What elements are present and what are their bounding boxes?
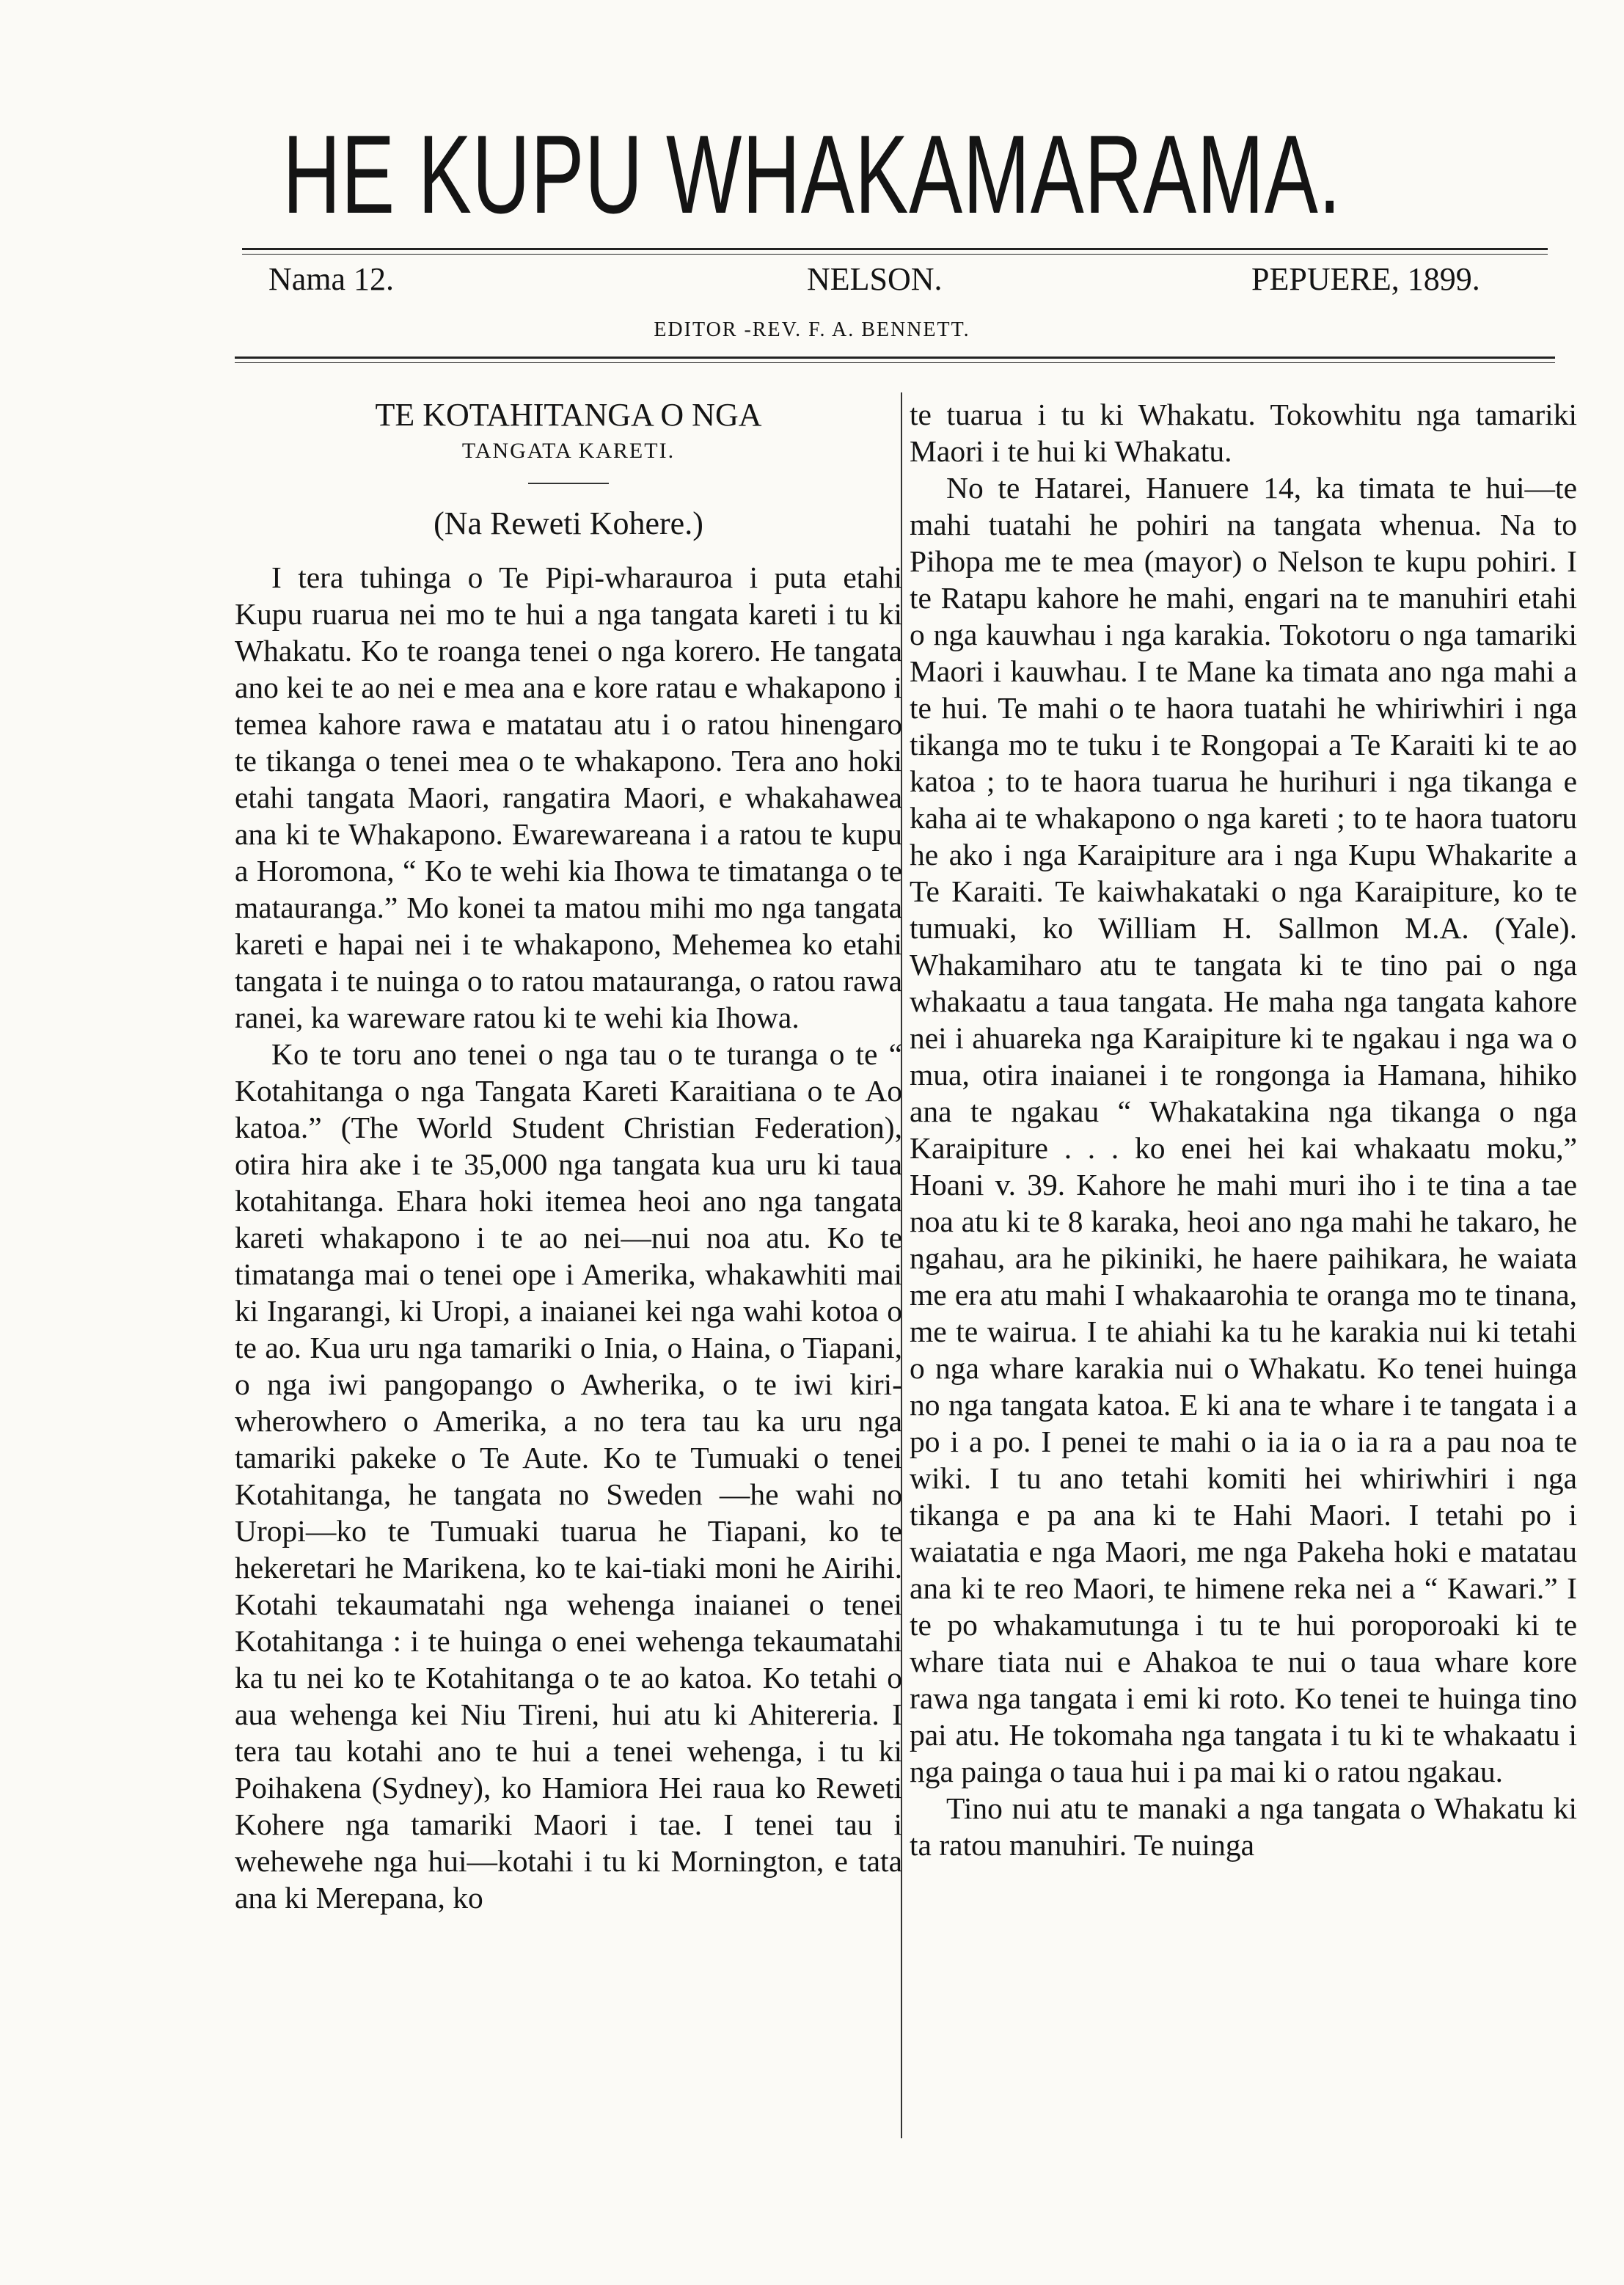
article-paragraph: No te Hatarei, Hanuere 14, ka timata te hui—te mahi tuatahi he pohiri na tangata whenua. Na to Pihopa me te mea (mayor) o Nelson te kupu pohiri. I te Ratapu kahore he mahi, engari na te manuhiri etahi o nga kauwhau i nga karakia. Tokotoru o nga tamariki Maori i kauwhau. I te Mane ka timata ano nga mahi a te hui. Te mahi o te haora tuatahi he whiriwhiri i nga tikanga mo te tuku i te Rongopai a Te Karaiti ki te ao katoa ; to te haora tuarua he hurihuri i nga tikanga e kaha ai te whakapono o nga kareti ; to te haora tuatoru he ako i nga Karaipiture ara i nga Kupu Whakarite a Te Karaiti. Te kaiwhakataki o nga Karaipiture, ko te tumuaki, ko William H. Sallmon M.A. (Yale). Whakamiharo atu te tangata ki te tino pai o nga whakaatu a taua tangata. He maha nga tangata kahore nei i ahuareka nga Karaipiture ki te ngakau i nga wa o mua, otira inaianei i te rongonga ia Hamana, hihiko ana te ngakau “ Whakatakina nga tikanga o nga Karaipiture . . . ko enei hei kai whakaatu moku,” Hoani v. 39. Kahore he mahi muri iho i te tina a tae noa atu ki te 8 karaka, heoi ano nga mahi he takaro, he ngahau, ara he pikiniki, he haere paihikara, he waiata me era atu mahi I whakaarohia te oranga mo te tinana, me te wairua. I te ahiahi ka tu he karakia nui ki tetahi o nga whare karakia nui o Whakatu. Ko tenei huinga no nga tangata katoa. E ki ana te whare i te tangata i a po i a po. I penei te mahi o ia ia o ia ra a pau noa te wiki. I tu ano tetahi komiti hei whiriwhiri i nga tikanga e pa ana ki te Hahi Maori. I tetahi po i waiatatia e nga Maori, me nga Pakeha hoki e matatau ana ki te reo Maori, te himene reka nei a “ Kawari.” I te po whakamutunga i tu te hui poroporoaki ki te whare tiata nui e Ahakoa te nui o taua whare kore rawa nga tangata i emi ki roto. Ko tenei te huinga tino pai atu. He tokomaha nga tangata i tu ki te whakaatu i nga painga o taua hui i pa mai ki o ratou ngakau. [910,471,1577,1788]
issue-date: PEPUERE, 1899. [1251,261,1480,297]
title-divider [528,483,609,484]
article-subtitle: TANGATA KARETI. [461,439,676,463]
masthead-title: HE KUPU WHAKAMARAMA. [282,112,1342,237]
article-byline: (Na Reweti Kohere.) [434,505,703,541]
masthead-rule-top [242,248,1548,250]
masthead-rule-bottom [235,357,1555,359]
editor-line: EDITOR -REV. F. A. BENNETT. [654,318,970,341]
issue-number: Nama 12. [268,261,395,297]
masthead-rule-bottom-thin [235,362,1555,363]
left-column [235,396,902,1916]
article-paragraph: Tino nui atu te manaki a nga tangata o Whakatu ki ta ratou manuhiri. Te nuinga [910,1791,1577,1862]
right-column [910,396,1577,1863]
masthead-rule-top-thin [242,254,1548,255]
article-title: TE KOTAHITANGA O NGA [375,397,762,433]
place-name: NELSON. [807,261,943,297]
article-paragraph: I tera tuhinga o Te Pipi-wharauroa i puta etahi Kupu ruarua nei mo te hui a nga tangata kareti i tu ki Whakatu. Ko te roanga tenei o nga korero. He tangata ano kei te ao nei e mea ana e kore ratau e whakapono i temea kahore rawa e matatau atu i o ratou hinengaro te tikanga o tenei mea o te whakapono. Tera ano hoki etahi tangata Maori, rangatira Maori, e whakahawea ana ki te Whakapono. Ewarewareana i a ratou te kupu a Horomona, “ Ko te wehi kia Ihowa te timatanga o te matauranga.” Mo konei ta matou mihi mo nga tangata kareti e hapai nei i te whakapono, Mehemea ko etahi tangata i te nuinga o to ratou matauranga, o ratou rawa ranei, ka wareware ratou ki te wehi kia Ihowa. [235,560,902,1034]
article-paragraph: Ko te toru ano tenei o nga tau o te turanga o te “ Kotahitanga o nga Tangata Kareti Karaitiana o te Ao katoa.” (The World Student Christian Federation), otira hira ake i te 35,000 nga tangata kua uru ki taua kotahitanga. Ehara hoki itemea heoi ano nga tangata kareti whakapono i te ao nei—nui noa atu. Ko te timatanga mai o tenei ope i Amerika, whakawhiti mai ki Ingarangi, ki Uropi, a inaianei kei nga wahi kotoa o te ao. Kua uru nga tamariki o Inia, o Haina, o Tiapani, o nga iwi pangopango o Awherika, o te iwi kiri-wherowhero o Amerika, a no tera tau ka uru nga tamariki pakeke o Te Aute. Ko te Tumuaki o tenei Kotahitanga, he tangata no Sweden —he wahi no Uropi—ko te Tumuaki tuarua he Tiapani, ko te hekeretari he Marikena, ko te kai-tiaki moni he Airihi. Kotahi tekaumatahi nga wehenga inaianei o tenei Kotahitanga : i te huinga o enei wehenga tekaumatahi ka tu nei ko te Kotahitanga o te ao katoa. Ko tetahi o aua wehenga kei Niu Tireni, hui atu ki Ahitereria. I tera tau kotahi ano te hui a tenei wehenga, i tu ki Poihakena (Sydney), ko Hamiora Hei raua ko Reweti Kohere nga tamariki Maori i tae. I tenei tau i wehewehe nga hui—kotahi i tu ki Mornington, e tata ana ki Merepana, ko [235,1037,902,1915]
article-paragraph: te tuarua i tu ki Whakatu. Tokowhitu nga tamariki Maori i te hui ki Whakatu. [910,398,1577,468]
